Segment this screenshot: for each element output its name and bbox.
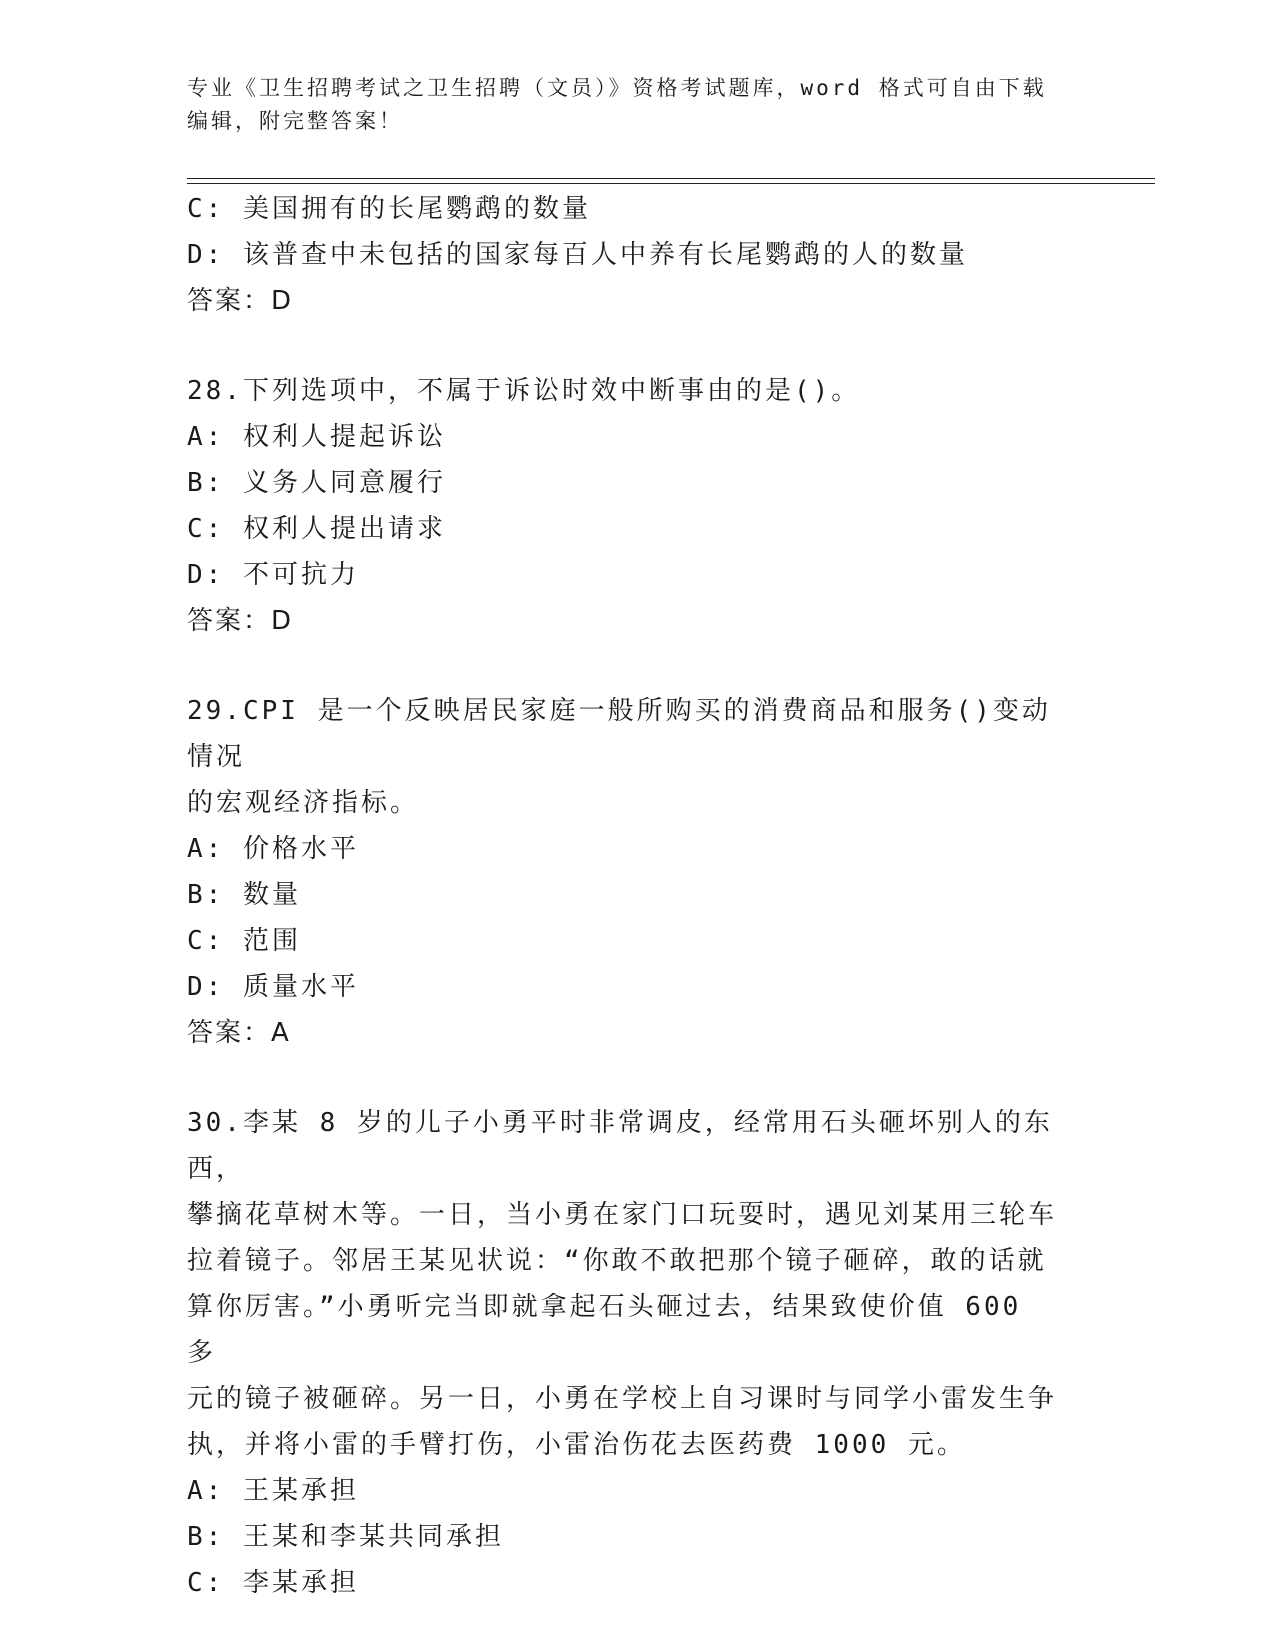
option-c: C: 美国拥有的长尾鹦鹉的数量	[187, 194, 591, 224]
question-28-block	[187, 368, 1067, 644]
option-c: C: 权利人提出请求	[187, 514, 446, 544]
question-text-line-2: 的宏观经济指标。	[187, 788, 420, 818]
question-text-line-4: 算你厉害。”小勇听完当即就拿起石头砸过去，结果致使价值 600 多	[187, 1292, 1022, 1368]
option-d: D: 不可抗力	[187, 560, 359, 590]
option-b: B: 义务人同意履行	[187, 468, 446, 498]
question-text-line-3: 拉着镜子。邻居王某见状说：“你敢不敢把那个镜子砸碎，敢的话就	[187, 1246, 1047, 1276]
question-text-line-5: 元的镜子被砸碎。另一日，小勇在学校上自习课时与同学小雷发生争	[187, 1384, 1058, 1414]
option-d: D: 质量水平	[187, 972, 359, 1002]
answer-line: 答案：D	[187, 286, 294, 316]
header-rule-bottom	[187, 183, 1155, 184]
option-a: A: 权利人提起诉讼	[187, 422, 446, 452]
header-line-2: 编辑，附完整答案！	[187, 109, 403, 133]
option-a: A: 王某承担	[187, 1476, 359, 1506]
document-header	[187, 72, 1067, 138]
option-d: D: 该普查中未包括的国家每百人中养有长尾鹦鹉的人的数量	[187, 240, 968, 270]
option-b: B: 王某和李某共同承担	[187, 1522, 504, 1552]
question-text-line-2: 攀摘花草树木等。一日，当小勇在家门口玩耍时，遇见刘某用三轮车	[187, 1200, 1058, 1230]
previous-question-block	[187, 186, 1067, 324]
option-b: B: 数量	[187, 880, 301, 910]
answer-line: 答案：A	[187, 1018, 291, 1048]
question-30-block	[187, 1100, 1067, 1606]
spacer	[187, 1056, 1067, 1100]
question-text: 28.下列选项中，不属于诉讼时效中断事由的是()。	[187, 376, 861, 406]
answer-line: 答案：D	[187, 606, 294, 636]
document-body	[187, 186, 1067, 1606]
option-c: C: 范围	[187, 926, 301, 956]
option-c: C: 李某承担	[187, 1568, 359, 1598]
question-text-line-6: 执，并将小雷的手臂打伤，小雷治伤花去医药费 1000 元。	[187, 1430, 966, 1460]
question-text-line-1: 29.CPI 是一个反映居民家庭一般所购买的消费商品和服务()变动情况	[187, 696, 1051, 772]
question-text-line-1: 30.李某 8 岁的儿子小勇平时非常调皮，经常用石头砸坏别人的东西，	[187, 1108, 1053, 1184]
header-rule-top	[187, 178, 1155, 179]
spacer	[187, 324, 1067, 368]
option-a: A: 价格水平	[187, 834, 359, 864]
question-29-block	[187, 688, 1067, 1056]
spacer	[187, 644, 1067, 688]
header-line-1: 专业《卫生招聘考试之卫生招聘（文员）》资格考试题库，word 格式可自由下载	[187, 76, 1047, 100]
